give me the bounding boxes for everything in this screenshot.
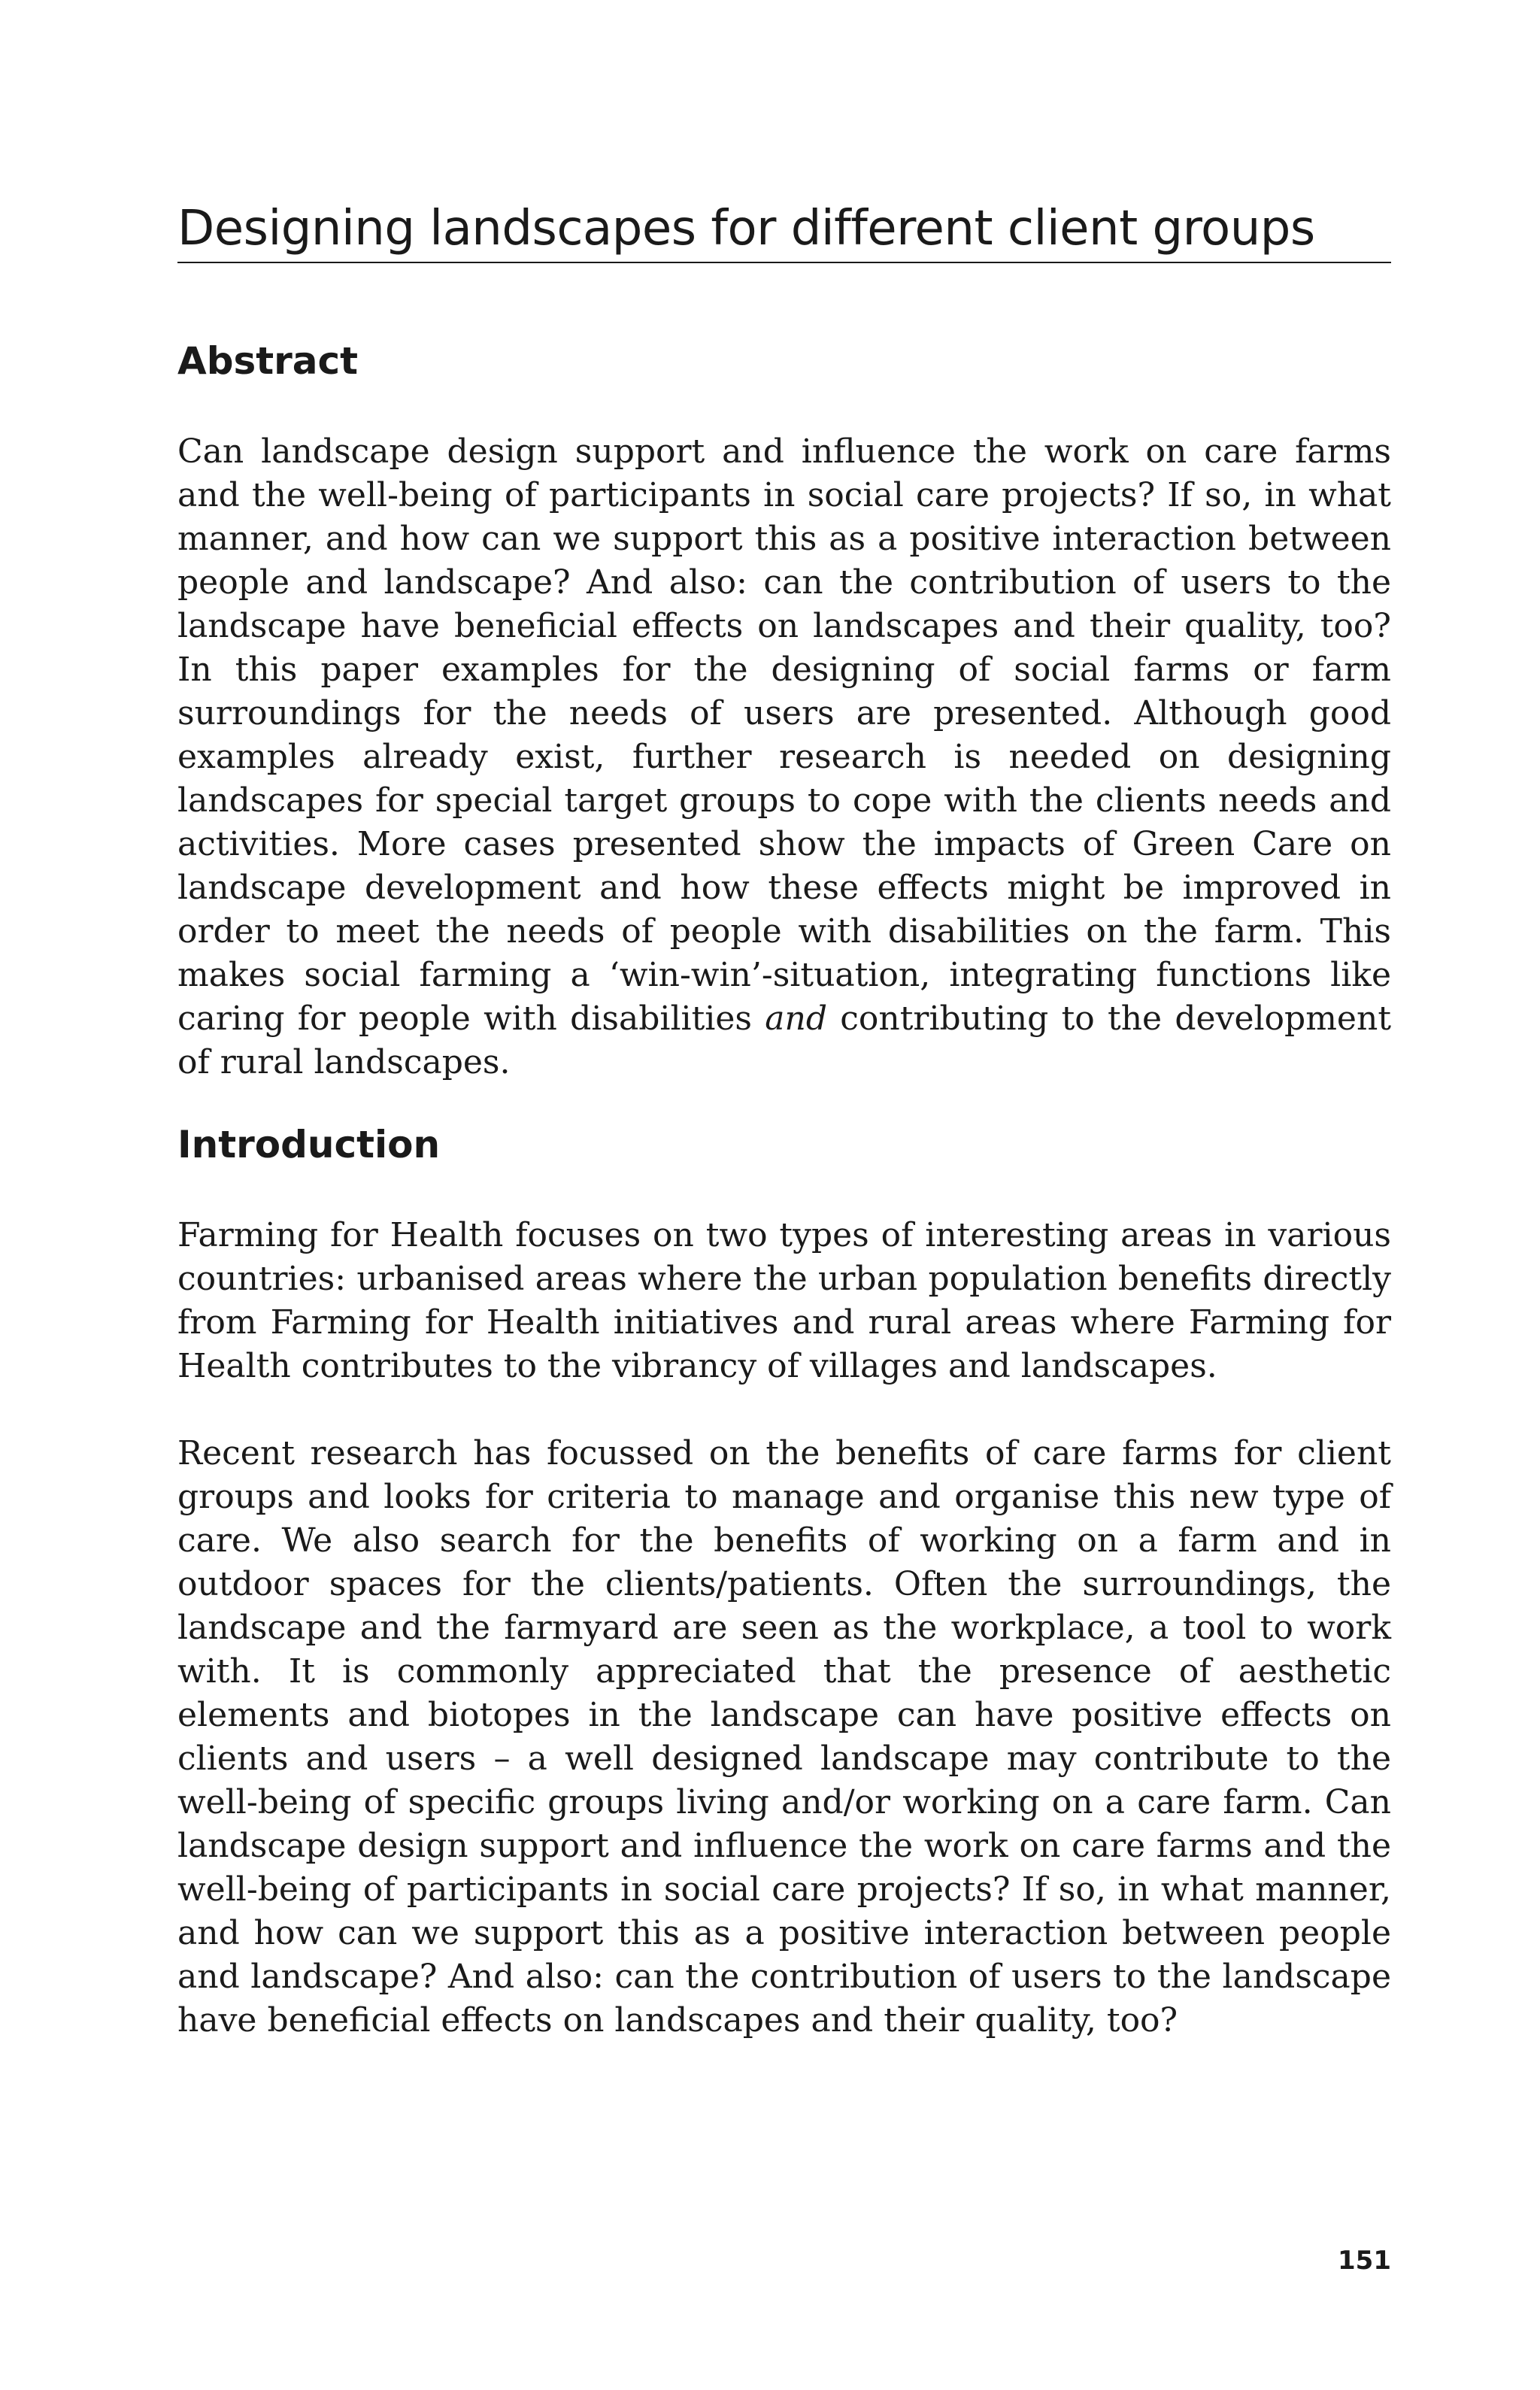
abstract-paragraph	[177, 430, 1391, 1084]
introduction-heading: Introduction	[177, 1123, 441, 1166]
page	[177, 0, 1391, 2390]
page-number: 151	[1338, 2246, 1391, 2276]
abstract-text-part-1: Can landscape design support and influence the work on care farms and the well-being of participants in social care projects? If so, in what manner, and how can we support this as a positive interaction between people and landscape? And also: can the contribution of users to the landscape have beneficial effects on landscapes and their quality, too? In this paper examples for the designing of social farms or farm surroundings for the needs of users are presented. Although good examples already exist, further research is needed on designing landscapes for special target groups to cope with the clients needs and activities. More cases presented show the impacts of Green Care on landscape development and how these effects might be improved in order to meet the needs of people with disabilities on the farm. This makes social farming a ‘win-win’-situation, integrating functions like caring for people with disabilities	[177, 432, 1391, 1038]
abstract-italic-word: and	[765, 999, 827, 1038]
abstract-text-part-2: contributing to the development of rural landscapes.	[177, 999, 1391, 1081]
chapter-title: Designing landscapes for different client groups	[177, 197, 1391, 263]
introduction-paragraph-2: Recent research has focussed on the benefits of care farms for client groups and looks for criteria to manage and organise this new type of care. We also search for the benefits of working on a farm and in outdoor spaces for the clients/patients. Often the surroundings, the landscape and the farmyard are seen as the workplace, a tool to work with. It is commonly appreciated that the presence of aesthetic elements and biotopes in the landscape can have positive effects on clients and users – a well designed landscape may contribute to the well-being of specific groups living and/or working on a care farm. Can landscape design support and influence the work on care farms and the well-being of participants in social care projects? If so, in what manner, and how can we support this as a positive interaction between people and landscape? And also: can the contribution of users to the landscape have beneficial effects on landscapes and their quality, too?	[177, 1434, 1391, 2040]
abstract-heading: Abstract	[177, 339, 359, 383]
introduction-paragraph-1: Farming for Health focuses on two types of interesting areas in various countries: urbanised areas where the urban population benefits directly from Farming for Health initiatives and rural areas where Farming for Health contributes to the vibrancy of villages and landscapes.	[177, 1216, 1391, 1385]
